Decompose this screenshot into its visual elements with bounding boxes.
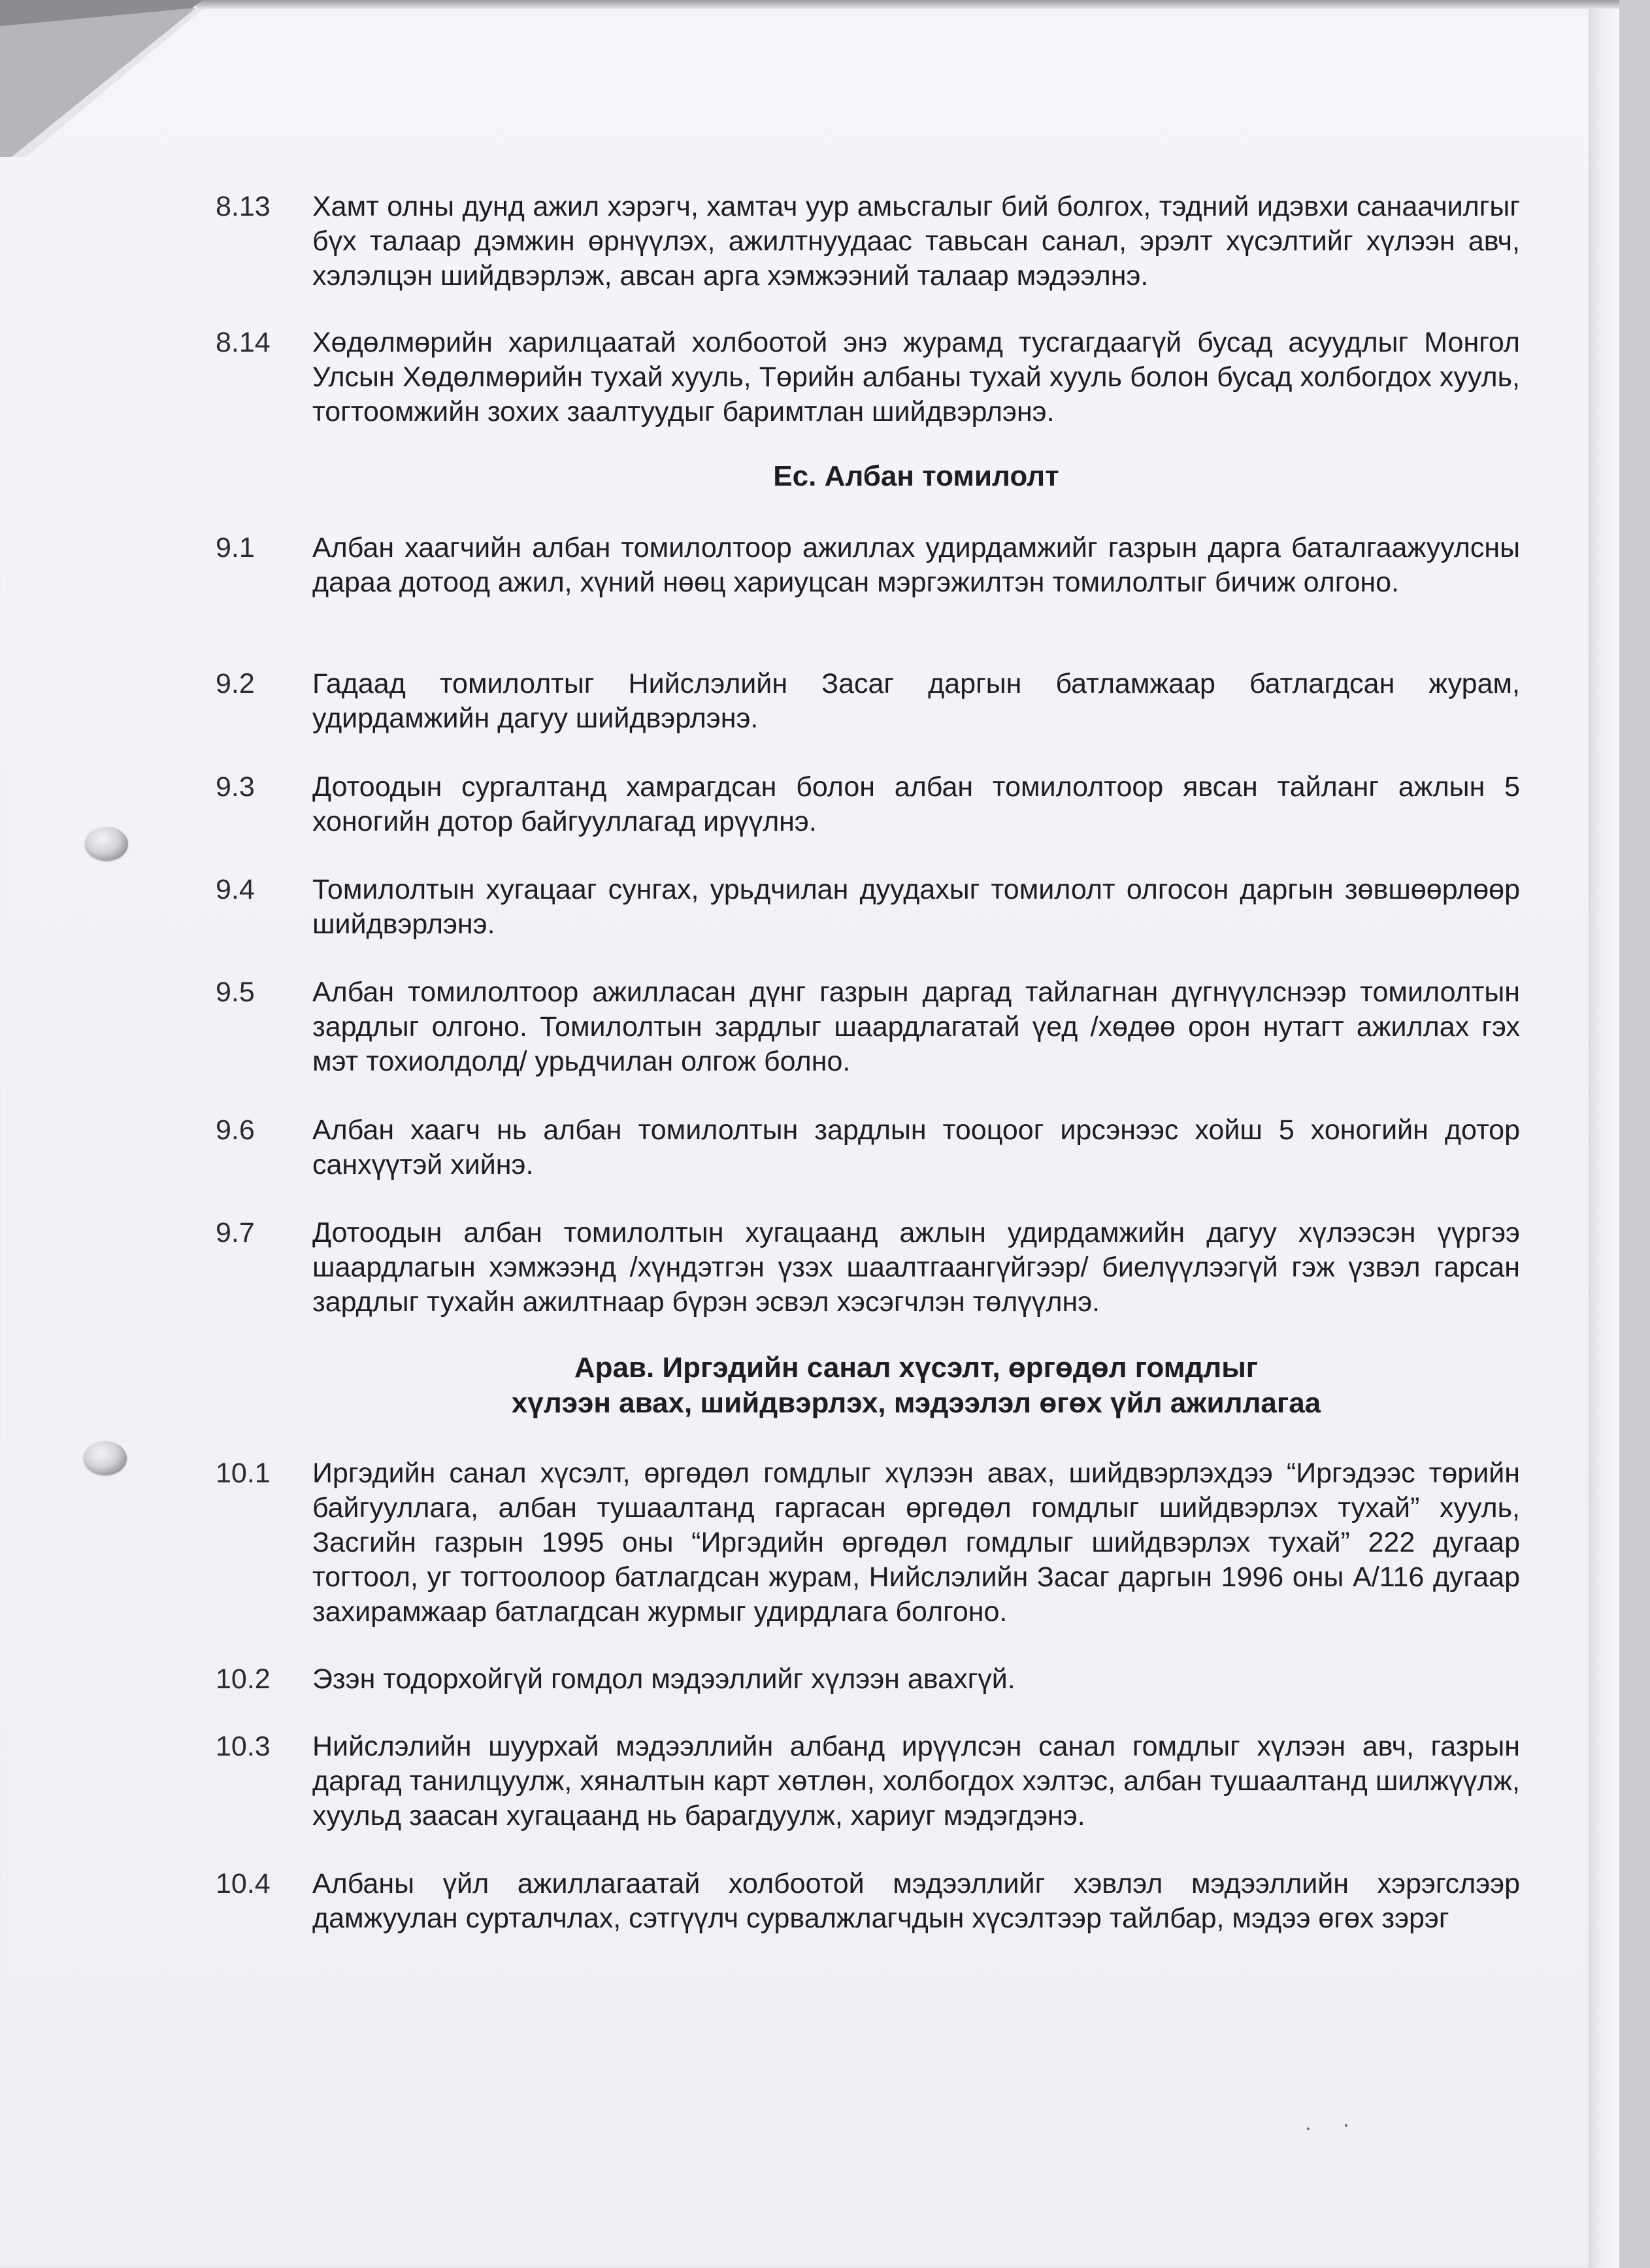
clause-number: 9.3: [216, 771, 255, 803]
clause-text: Хамт олны дунд ажил хэрэгч, хамтач уур амьсгалыг бий болгох, тэдний идэвхи санаачилгыг бүх талаар дэмжин өрнүүлэх, ажилтнуудаас тавьсан санал, эрэлт хүсэлтийг хүлээн авч, хэлэлцэн шийдвэрлэж, авсан арга хэмжээний талаар мэдээлнэ.: [312, 191, 1520, 292]
clause-text: Албан томилолтоор ажилласан дүнг газрын даргад тайлагнан дүгнүүлснээр томилолтын зардлыг олгоно. Томилолтын зардлыг шаардлагатай үед /хөдөө орон нутагт ажиллах гэх мэт тохиолдолд/ урьдчилан олгож болно.: [312, 976, 1520, 1077]
clause-text: Дотоодын албан томилолтын хугацаанд ажлын удирдамжийн дагуу хүлээсэн үүргээ шаардлагын хэмжээнд /хүндэтгэн үзэх шаалтгаангүйгээр/ биелүүлээгүй гэж үзвэл гарсан зардлыг тухайн ажилтнаар бүрэн эсвэл хэсэгчлэн төлүүлнэ.: [312, 1217, 1520, 1318]
clause-text: Иргэдийн санал хүсэлт, өргөдөл гомдлыг хүлээн авах, шийдвэрлэхдээ “Иргэдээс төрийн байгууллага, албан тушаалтанд гаргасан өргөдөл гомдлыг шийдвэрлэх тухай” хууль, Засгийн газрын 1995 оны “Иргэдийн өргөдөл гомдлыг шийдвэрлэх тухай” 222 дугаар тогтоол, уг тогтоолоор батлагдсан журам, Нийслэлийн Засаг даргын 1996 оны А/116 дугаар захирамжаар батлагдсан журмыг удирдлага болгоно.: [312, 1458, 1520, 1627]
section-heading-9: Ес. Албан томилолт: [773, 460, 1059, 492]
section-heading-10-line1: Арав. Иргэдийн санал хүсэлт, өргөдөл гомдлыг: [574, 1352, 1259, 1384]
clause-number: 9.6: [216, 1114, 255, 1146]
clause-number: 8.13: [216, 191, 271, 222]
clause-text: Нийслэлийн шуурхай мэдээллийн албанд ирүүлсэн санал гомдлыг хүлээн авч, газрын даргад танилцуулж, хяналтын карт хөтлөн, холбогдох хэлтэс, албан тушаалтанд шилжүүлж, хуульд заасан хугацаанд нь барагдуулж, хариуг мэдэгдэнэ.: [312, 1731, 1520, 1831]
clause-number: 10.1: [216, 1458, 271, 1489]
clause-number: 10.4: [216, 1868, 271, 1899]
clause-number: 8.14: [216, 327, 271, 358]
scan-speck: [1307, 2127, 1310, 2130]
clause-number: 9.2: [216, 668, 255, 699]
clause-number: 9.4: [216, 874, 255, 905]
scan-speck: [1345, 2124, 1347, 2127]
clause-text: Гадаад томилолтыг Нийслэлийн Засаг даргын батламжаар батлагдсан журам, удирдамжийн дагуу шийдвэрлэнэ.: [312, 668, 1520, 734]
clause-text: Хөдөлмөрийн харилцаатай холбоотой энэ журамд тусгагдаагүй бусад асуудлыг Монгол Улсын Хөдөлмөрийн тухай хууль, Төрийн албаны тухай хууль болон бусад холбогдох хууль, тогтоомжийн зохих заалтуудыг баримтлан шийдвэрлэнэ.: [312, 327, 1520, 427]
clause-text: Албан хаагчийн албан томилолтоор ажиллах удирдамжийг газрын дарга баталгаажуулсны дараа дотоод ажил, хүний нөөц хариуцсан мэргэжилтэн томилолтыг бичиж олгоно.: [312, 532, 1520, 598]
clause-number: 9.5: [216, 976, 255, 1008]
clause-number: 9.7: [216, 1217, 255, 1248]
clause-text: Эзэн тодорхойгүй гомдол мэдээллийг хүлээн авахгүй.: [312, 1663, 1015, 1695]
clause-text: Албаны үйл ажиллагаатай холбоотой мэдээллийг хэвлэл мэдээллийн хэрэгслээр дамжуулан сурталчлах, сэтгүүлч сурвалжлагчдын хүсэлтээр тайлбар, мэдээ өгөх зэрэг: [312, 1868, 1520, 1934]
clause-number: 10.3: [216, 1731, 271, 1762]
clause-text: Томилолтын хугацааг сунгах, урьдчилан дуудахыг томилолт олгосон даргын зөвшөөрлөөр шийдвэрлэнэ.: [312, 874, 1520, 940]
clause-text: Дотоодын сургалтанд хамрагдсан болон албан томилолтоор явсан тайланг ажлын 5 хоногийн дотор байгууллагад ирүүлнэ.: [312, 771, 1520, 837]
section-heading-10-line2: хүлээн авах, шийдвэрлэх, мэдээлэл өгөх үйл ажиллагаа: [511, 1387, 1321, 1419]
clause-text: Албан хаагч нь албан томилолтын зардлын тооцоог ирсэнээс хойш 5 хоногийн дотор санхүүтэй хийнэ.: [312, 1114, 1520, 1180]
clause-number: 9.1: [216, 532, 255, 563]
clause-number: 10.2: [216, 1663, 271, 1695]
